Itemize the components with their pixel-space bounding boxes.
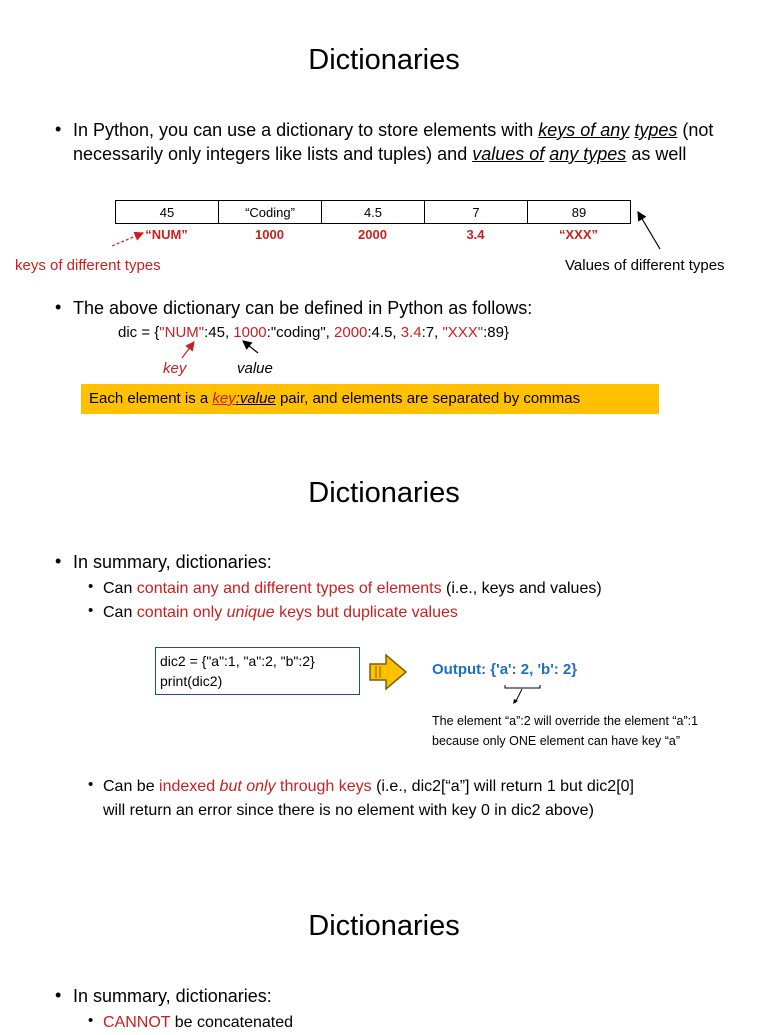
values-arrow <box>638 212 660 249</box>
arrow-right-icon <box>368 652 410 692</box>
text-keys-of-any: keys of any <box>538 120 630 140</box>
code-line: dic2 = {"a":1, "a":2, "b":2} <box>160 653 315 669</box>
banner-value: value <box>239 390 276 407</box>
text: pair, and elements are separated by commas <box>275 390 581 407</box>
bullet-dot: • <box>55 119 62 139</box>
keyvalue-banner <box>81 384 659 414</box>
values-label: Values of different types <box>565 257 725 274</box>
note-line: The element “a”:2 will override the element “a”:1 <box>432 714 699 728</box>
text: dic = { <box>118 324 160 341</box>
bullet-dot: • <box>88 776 94 793</box>
code-key: 1000 <box>233 324 267 341</box>
value-cell: “Coding” <box>219 201 322 224</box>
value-cell: 4.5 <box>322 201 425 224</box>
code-line: print(dic2) <box>160 673 223 689</box>
text: :7, <box>421 324 443 341</box>
text-types: types <box>634 120 678 140</box>
text: Each element is a <box>89 390 213 407</box>
value-word: value <box>237 360 273 377</box>
value-cell: 89 <box>528 201 631 224</box>
text-red-italic: but only <box>219 778 276 795</box>
key-label: 1000 <box>255 227 284 242</box>
value-arrow <box>243 341 258 353</box>
text: :89} <box>483 324 510 341</box>
key-label: 3.4 <box>466 227 485 242</box>
text: :45, <box>204 324 234 341</box>
text: as well <box>626 144 687 164</box>
code-box <box>155 647 360 695</box>
bullet-dot: • <box>88 578 94 595</box>
bullet-dot: • <box>55 297 62 317</box>
slide1-arrows <box>0 0 768 300</box>
key-word: key <box>163 360 187 377</box>
text-red: CANNOT <box>103 1014 171 1031</box>
note-line: because only ONE element can have key “a” <box>432 734 681 748</box>
value-cell: 45 <box>116 201 219 224</box>
output-text: Output: {'a': 2, 'b': 2} <box>432 661 578 678</box>
text: In Python, you can use a dictionary to store elements with <box>73 120 539 140</box>
slide1-title: Dictionaries <box>308 44 460 76</box>
text-red: indexed <box>159 778 220 795</box>
keys-label: keys of different types <box>15 257 161 274</box>
code-key: 3.4 <box>400 324 422 341</box>
text: be concatenated <box>170 1014 294 1031</box>
bullet-dot: • <box>88 1012 94 1029</box>
text-values-of: values of <box>472 144 545 164</box>
slide2-sub1 <box>103 577 602 601</box>
keys-arrow <box>112 233 143 246</box>
key-label: “XXX” <box>558 227 598 242</box>
value-cell: 7 <box>425 201 528 224</box>
bullet-dot: • <box>55 985 62 1005</box>
slide2-sub3 <box>103 775 743 823</box>
key-label: “NUM” <box>145 227 188 242</box>
slide1-bullet2: The above dictionary can be defined in Python as follows: <box>73 298 533 318</box>
bullet-dot: • <box>88 602 94 619</box>
slide2-sub2 <box>103 601 458 625</box>
text: :"coding", <box>266 324 335 341</box>
text-red-italic: unique <box>226 604 275 621</box>
text: : <box>235 390 240 407</box>
text-red: contain any and different types of elements <box>136 580 442 597</box>
text: (not necessarily only integers like lists and tuples) and <box>73 120 714 164</box>
bullet-dot: • <box>55 551 62 571</box>
code-arrows <box>0 330 768 370</box>
text-red: keys but duplicate values <box>274 604 458 621</box>
text: :4.5, <box>367 324 401 341</box>
text-any-types: any types <box>549 144 627 164</box>
key-label: 2000 <box>358 227 387 242</box>
code-key: 2000 <box>334 324 368 341</box>
slide3-sub1 <box>103 1011 293 1035</box>
banner-key: key <box>212 390 236 407</box>
slide2-title: Dictionaries <box>308 477 460 509</box>
slide3-title: Dictionaries <box>308 910 460 942</box>
key-arrow <box>182 342 194 358</box>
text: Can <box>103 580 137 597</box>
slide3-bullet1: In summary, dictionaries: <box>73 986 272 1006</box>
code-key: "XXX" <box>442 324 484 341</box>
text: will return an error since there is no element with key 0 in dic2 above) <box>103 802 594 819</box>
text: Can be <box>103 778 160 795</box>
text-red: contain only <box>136 604 227 621</box>
text: Can <box>103 604 137 621</box>
text-red: through keys <box>275 778 372 795</box>
code-key: "NUM" <box>159 324 205 341</box>
text: (i.e., dic2[“a”] will return 1 but dic2[0] <box>371 778 634 795</box>
brace-icon <box>500 683 550 707</box>
slide2-bullet1: In summary, dictionaries: <box>73 552 272 572</box>
text: (i.e., keys and values) <box>441 580 602 597</box>
